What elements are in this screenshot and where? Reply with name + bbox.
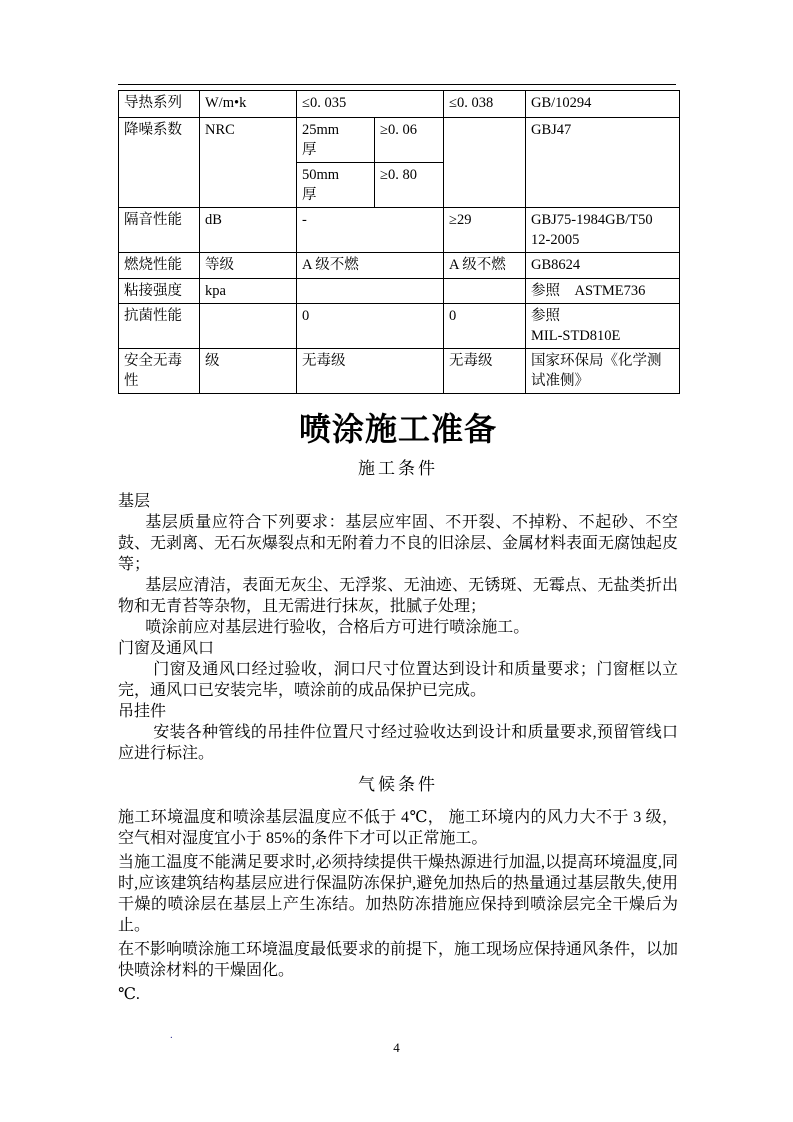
table-row xyxy=(119,279,680,304)
cell-line: 厚 xyxy=(302,187,317,203)
cell-unit: W/m•k xyxy=(200,91,297,118)
page-title: 喷涂施工准备 xyxy=(298,411,497,447)
cell-property: 隔音性能 xyxy=(119,208,200,253)
cell-value1 xyxy=(297,279,444,304)
cell-property: 安全无毒性 xyxy=(119,349,200,394)
cell-thickness-50 xyxy=(297,163,375,208)
cell-line: 12-2005 xyxy=(531,232,580,248)
cell-value2 xyxy=(444,118,526,208)
cell-value1: A 级不燃 xyxy=(297,253,444,279)
paragraph: 喷涂前应对基层进行验收，合格后方可进行喷涂施工。 xyxy=(145,619,530,636)
table-row xyxy=(119,91,680,118)
cell-line: 厚 xyxy=(302,142,317,158)
cell-unit: kpa xyxy=(200,279,297,304)
cell-unit: 级 xyxy=(200,349,297,394)
cell-standard: 国家环保局《化学测试准侧》 xyxy=(526,349,680,394)
cell-value-50: ≥0. 80 xyxy=(375,163,444,208)
cell-property: 抗菌性能 xyxy=(119,304,200,349)
footer-mark: . xyxy=(170,1029,173,1041)
cell-value1: - xyxy=(297,208,444,253)
cell-line: GBJ75-1984GB/T50 xyxy=(531,212,653,228)
paragraph: 安装各种管线的吊挂件位置尺寸经过验收达到设计和质量要求,预留管线口应进行标注。 xyxy=(118,724,678,762)
paragraph: 基层应清洁，表面无灰尘、无浮浆、无油迹、无锈斑、无霉点、无盐类折出物和无青苔等杂物，且无需进行抹灰，批腻子处理； xyxy=(118,577,678,615)
cell-standard xyxy=(526,304,680,349)
cell-property: 导热系列 xyxy=(119,91,200,118)
cell-thickness-25 xyxy=(297,118,375,163)
cell-value2: 无毒级 xyxy=(444,349,526,394)
cell-line: 参照 xyxy=(531,308,560,324)
section-heading-climate-conditions: 气候条件 xyxy=(358,775,438,794)
cell-standard xyxy=(526,208,680,253)
cell-unit: dB xyxy=(200,208,297,253)
table-row xyxy=(119,253,680,279)
cell-unit xyxy=(200,304,297,349)
cell-line: MIL-STD810E xyxy=(531,328,621,344)
cell-value-25: ≥0. 06 xyxy=(375,118,444,163)
subsection-label-base-layer: 基层 xyxy=(118,493,151,510)
degree-note: ℃. xyxy=(118,986,140,1003)
paragraph: 在不影响喷涂施工环境温度最低要求的前提下，施工现场应保持通风条件，以加快喷涂材料的干燥固化。 xyxy=(118,941,679,979)
cell-standard: GB8624 xyxy=(526,253,680,279)
table-row xyxy=(119,349,680,394)
cell-standard: 参照 ASTME736 xyxy=(526,279,680,304)
cell-value2: ≥29 xyxy=(444,208,526,253)
header-rule xyxy=(118,84,676,85)
page-content xyxy=(118,84,678,1005)
paragraph: 门窗及通风口经过验收，洞口尺寸位置达到设计和质量要求；门窗框以立完，通风口已安装完毕，喷涂前的成品保护已完成。 xyxy=(118,661,678,699)
body-text xyxy=(118,491,678,1005)
cell-standard: GBJ47 xyxy=(526,118,680,208)
cell-value2 xyxy=(444,279,526,304)
cell-value1: ≤0. 035 xyxy=(297,91,444,118)
cell-line: 50mm xyxy=(302,167,340,183)
cell-value1: 0 xyxy=(297,304,444,349)
cell-value1: 无毒级 xyxy=(297,349,444,394)
cell-value2: A 级不燃 xyxy=(444,253,526,279)
cell-property: 粘接强度 xyxy=(119,279,200,304)
table-row xyxy=(119,208,680,253)
cell-standard: GB/10294 xyxy=(526,91,680,118)
section-heading-construction-conditions: 施工条件 xyxy=(358,459,438,478)
subsection-label-doors-windows-vents: 门窗及通风口 xyxy=(118,640,215,657)
table-row xyxy=(119,118,680,163)
cell-property: 降噪系数 xyxy=(119,118,200,208)
cell-property: 燃烧性能 xyxy=(119,253,200,279)
cell-value2: ≤0. 038 xyxy=(444,91,526,118)
material-spec-table xyxy=(118,90,680,394)
cell-unit: NRC xyxy=(200,118,297,208)
cell-line: 25mm xyxy=(302,122,340,138)
page-number: 4 xyxy=(393,1040,400,1055)
paragraph: 施工环境温度和喷涂基层温度应不低于 4℃， 施工环境内的风力大不于 3 级， 空气相对湿度宜小于 85%的条件下才可以正常施工。 xyxy=(118,809,678,847)
table-row xyxy=(119,304,680,349)
paragraph: 当施工温度不能满足要求时,必须持续提供干燥热源进行加温,以提高环境温度,同时,应该建筑结构基层应进行保温防冻保护,避免加热后的热量通过基层散失,使用干燥的喷涂层在基层上产生冻结。加热防冻措施应保持到喷涂层完全干燥后为止。 xyxy=(118,854,678,934)
cell-unit: 等级 xyxy=(200,253,297,279)
subsection-label-hangers: 吊挂件 xyxy=(118,703,167,720)
paragraph: 基层质量应符合下列要求：基层应牢固、不开裂、不掉粉、不起砂、不空鼓、无剥离、无石灰爆裂点和无附着力不良的旧涂层、金属材料表面无腐蚀起皮等； xyxy=(118,514,679,573)
cell-value2: 0 xyxy=(444,304,526,349)
